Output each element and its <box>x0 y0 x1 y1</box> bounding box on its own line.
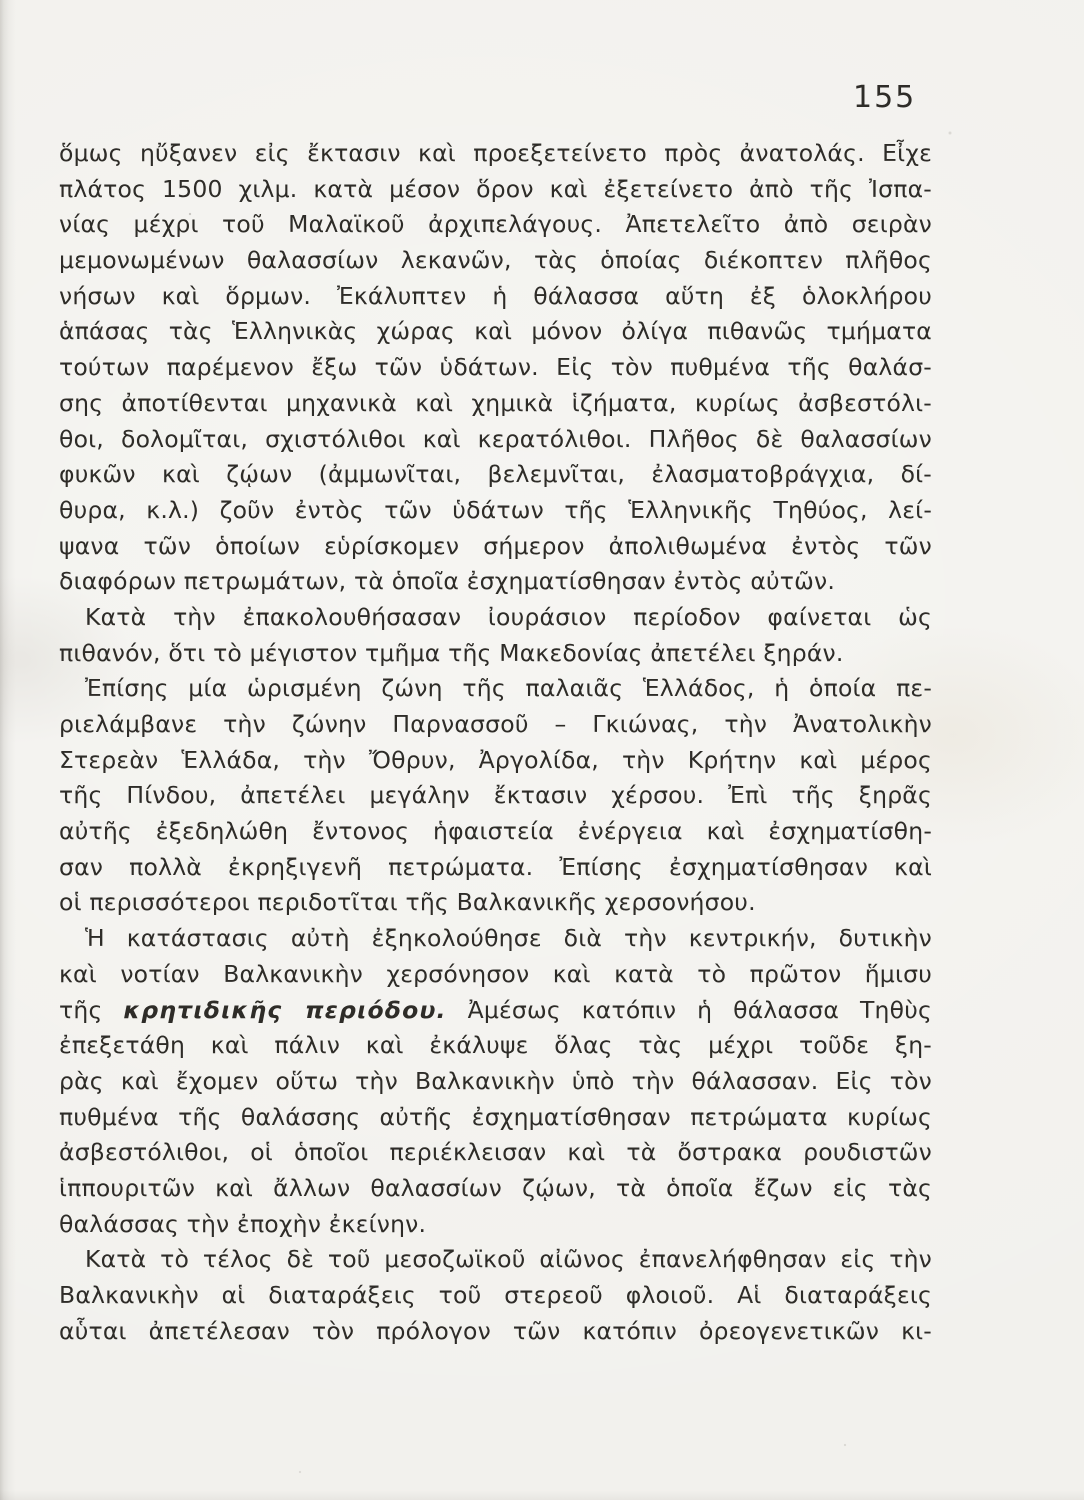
text-line <box>59 671 932 707</box>
text-line <box>59 1171 932 1207</box>
text-line <box>59 957 932 993</box>
text-segment: οἱ περισσότεροι περιδοτῖται τῆς Βαλκανικῆς χερσονήσου. <box>59 888 756 917</box>
text-line <box>59 850 932 886</box>
text-segment: ἁπάσας τὰς Ἑλληνικὰς χώρας καὶ μόνον ὀλίγα πιθανῶς τμήματα <box>59 317 932 346</box>
text-line <box>59 1278 932 1314</box>
text-line <box>59 279 932 315</box>
text-line <box>59 1207 932 1243</box>
text-segment: θοι, δολομῖται, σχιστόλιθοι καὶ κερατόλιθοι. Πλῆθος δὲ θαλασσίων <box>59 424 932 453</box>
emphasis-bold-italic: κρητιδικῆς περιόδου. <box>123 995 447 1024</box>
text-segment: τούτων παρέμενον ἔξω τῶν ὑδάτων. Εἰς τὸν πυθμένα τῆς θαλάσ- <box>59 353 932 382</box>
text-line <box>59 743 932 779</box>
text-segment: σαν πολλὰ ἐκρηξιγενῆ πετρώματα. Ἐπίσης ἐσχηματίσθησαν καὶ <box>59 852 932 881</box>
text-line <box>59 422 932 458</box>
text-line <box>59 1064 932 1100</box>
text-line <box>59 600 932 636</box>
text-line <box>59 564 932 600</box>
text-segment: πλάτος 1500 χιλμ. κατὰ μέσον ὅρον καὶ ἐξετείνετο ἀπὸ τῆς Ἰσπα- <box>59 174 932 203</box>
text-segment: αὐτῆς ἐξεδηλώθη ἔντονος ἡφαιστεία ἐνέργεια καὶ ἐσχηματίσθη- <box>59 817 932 846</box>
text-segment: Βαλκανικὴν αἱ διαταράξεις τοῦ στερεοῦ φλοιοῦ. Αἱ διαταράξεις <box>59 1281 932 1309</box>
text-line <box>59 993 932 1029</box>
text-line <box>59 1314 932 1350</box>
text-segment: τῆς Πίνδου, ἀπετέλει μεγάλην ἔκτασιν χέρσου. Ἐπὶ τῆς ξηρᾶς <box>59 781 932 810</box>
text-segment: νήσων καὶ ὅρμων. Ἐκάλυπτεν ἡ θάλασσα αὕτη ἐξ ὁλοκλήρου <box>59 281 932 310</box>
text-line <box>59 707 932 743</box>
text-line <box>59 529 932 565</box>
text-segment: Στερεὰν Ἑλλάδα, τὴν Ὄθρυν, Ἀργολίδα, τὴν Κρήτην καὶ μέρος <box>59 745 932 774</box>
text-segment: Κατὰ τὸ τέλος δὲ τοῦ μεσοζωϊκοῦ αἰῶνος ἐπανελήφθησαν εἰς τὴν <box>85 1245 932 1274</box>
text-line <box>59 921 932 957</box>
text-line <box>59 1028 932 1064</box>
text-segment: ψανα τῶν ὁποίων εὑρίσκομεν σήμερον ἀπολιθωμένα ἐντὸς τῶν <box>59 531 932 560</box>
text-line <box>59 1100 932 1136</box>
text-line <box>59 314 932 350</box>
page-number: 155 <box>853 80 917 115</box>
text-line <box>59 350 932 386</box>
text-segment: ρὰς καὶ ἔχομεν οὕτω τὴν Βαλκανικὴν ὑπὸ τὴν θάλασσαν. Εἰς τὸν <box>59 1066 932 1095</box>
text-segment: Ἡ κατάστασις αὐτὴ ἐξηκολούθησε διὰ τὴν κεντρικήν, δυτικὴν <box>85 924 932 953</box>
text-line <box>59 207 932 243</box>
text-segment: Κατὰ τὴν ἐπακολουθήσασαν ἰουράσιον περίοδον φαίνεται ὡς <box>85 602 932 631</box>
text-line <box>59 172 932 208</box>
text-segment: θαλάσσας τὴν ἐποχὴν ἐκείνην. <box>59 1209 427 1238</box>
text-segment: σης ἀποτίθενται μηχανικὰ καὶ χημικὰ ἱζήματα, κυρίως ἀσβεστόλι- <box>59 388 932 417</box>
text-segment: νίας μέχρι τοῦ Μαλαϊκοῦ ἀρχιπελάγους. Ἀπετελεῖτο ἀπὸ σειρὰν <box>59 210 932 239</box>
text-segment: τῆς <box>59 995 124 1024</box>
text-line <box>59 1242 932 1278</box>
text-line <box>59 778 932 814</box>
body-text <box>59 136 932 1349</box>
text-segment: Ἀμέσως κατόπιν ἡ θάλασσα Τηθὺς <box>446 995 932 1024</box>
text-line <box>59 636 932 672</box>
text-line <box>59 386 932 422</box>
text-segment: αὗται ἀπετέλεσαν τὸν πρόλογον τῶν κατόπιν ὀρεογενετικῶν κι- <box>59 1316 932 1345</box>
text-line <box>59 457 932 493</box>
text-segment: ριελάμβανε τὴν ζώνην Παρνασσοῦ – Γκιώνας, τὴν Ἀνατολικὴν <box>59 710 932 738</box>
text-segment: πυθμένα τῆς θαλάσσης αὐτῆς ἐσχηματίσθησαν πετρώματα κυρίως <box>59 1102 932 1131</box>
text-line <box>59 243 932 279</box>
text-segment: καὶ νοτίαν Βαλκανικὴν χερσόνησον καὶ κατὰ τὸ πρῶτον ἥμισυ <box>59 959 932 988</box>
text-segment: ὅμως ηὔξανεν εἰς ἔκτασιν καὶ προεξετείνετο πρὸς ἀνατολάς. Εἶχε <box>59 139 932 167</box>
text-segment: μεμονωμένων θαλασσίων λεκανῶν, τὰς ὁποίας διέκοπτεν πλῆθος <box>59 246 932 275</box>
text-segment: ἐπεξετάθη καὶ πάλιν καὶ ἐκάλυψε ὅλας τὰς μέχρι τοῦδε ξη- <box>59 1031 932 1060</box>
text-line <box>59 814 932 850</box>
text-segment: ἀσβεστόλιθοι, οἱ ὁποῖοι περιέκλεισαν καὶ τὰ ὄστρακα ρουδιστῶν <box>59 1138 932 1167</box>
text-segment: Ἐπίσης μία ὡρισμένη ζώνη τῆς παλαιᾶς Ἑλλάδος, ἡ ὁποία πε- <box>85 674 932 703</box>
text-segment: ἱππουριτῶν καὶ ἄλλων θαλασσίων ζῴων, τὰ ὁποῖα ἔζων εἰς τὰς <box>59 1173 932 1202</box>
text-line <box>59 885 932 921</box>
text-line <box>59 136 932 172</box>
text-segment: διαφόρων πετρωμάτων, τὰ ὁποῖα ἐσχηματίσθησαν ἐντὸς αὐτῶν. <box>59 567 836 596</box>
text-segment: πιθανόν, ὅτι τὸ μέγιστον τμῆμα τῆς Μακεδονίας ἀπετέλει ξηράν. <box>59 638 844 667</box>
text-line <box>59 1135 932 1171</box>
text-segment: φυκῶν καὶ ζῴων (ἀμμωνῖται, βελεμνῖται, ἐλασματοβράγχια, δί- <box>59 460 932 489</box>
text-segment: θυρα, κ.λ.) ζοῦν ἐντὸς τῶν ὑδάτων τῆς Ἑλληνικῆς Τηθύος, λεί- <box>59 495 932 524</box>
text-line <box>59 493 932 529</box>
